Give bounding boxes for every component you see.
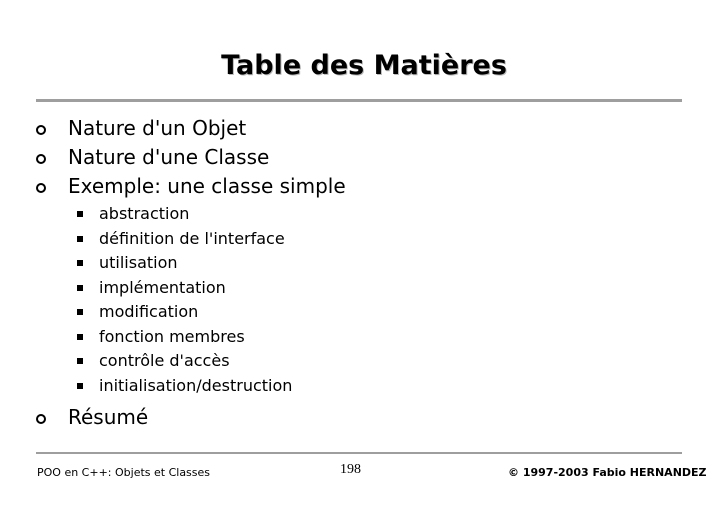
- sub-list-item-label: implémentation: [99, 278, 226, 297]
- square-bullet-icon: [77, 285, 83, 291]
- list-item-label: Résumé: [68, 405, 149, 429]
- footer-course-title: POO en C++: Objets et Classes: [37, 466, 211, 479]
- list-item-label: Nature d'un Objet: [68, 116, 247, 140]
- square-bullet-icon: [77, 383, 83, 389]
- page-number: 198: [340, 462, 361, 477]
- sub-list-item-label: modification: [99, 302, 199, 321]
- circle-bullet-icon: [36, 154, 46, 164]
- list-item-label: Exemple: une classe simple: [68, 174, 346, 198]
- square-bullet-icon: [77, 211, 83, 217]
- sub-list-item-label: fonction membres: [99, 327, 245, 346]
- square-bullet-icon: [77, 260, 83, 266]
- sub-list-item-label: utilisation: [99, 253, 178, 272]
- square-bullet-icon: [77, 334, 83, 340]
- footer-copyright: © 1997-2003 Fabio HERNANDEZ: [508, 466, 707, 479]
- square-bullet-icon: [77, 309, 83, 315]
- sub-list-item-label: contrôle d'accès: [99, 351, 230, 370]
- sub-list-item-label: définition de l'interface: [99, 229, 285, 248]
- list-item-label: Nature d'une Classe: [68, 145, 270, 169]
- sub-list-item-label: abstraction: [99, 204, 190, 223]
- title-divider: [36, 99, 682, 102]
- footer-divider: [36, 452, 682, 454]
- square-bullet-icon: [77, 358, 83, 364]
- circle-bullet-icon: [36, 125, 46, 135]
- circle-bullet-icon: [36, 414, 46, 424]
- circle-bullet-icon: [36, 183, 46, 193]
- square-bullet-icon: [77, 236, 83, 242]
- slide-title: Table des Matières: [221, 50, 507, 81]
- sub-list-item-label: initialisation/destruction: [99, 376, 293, 395]
